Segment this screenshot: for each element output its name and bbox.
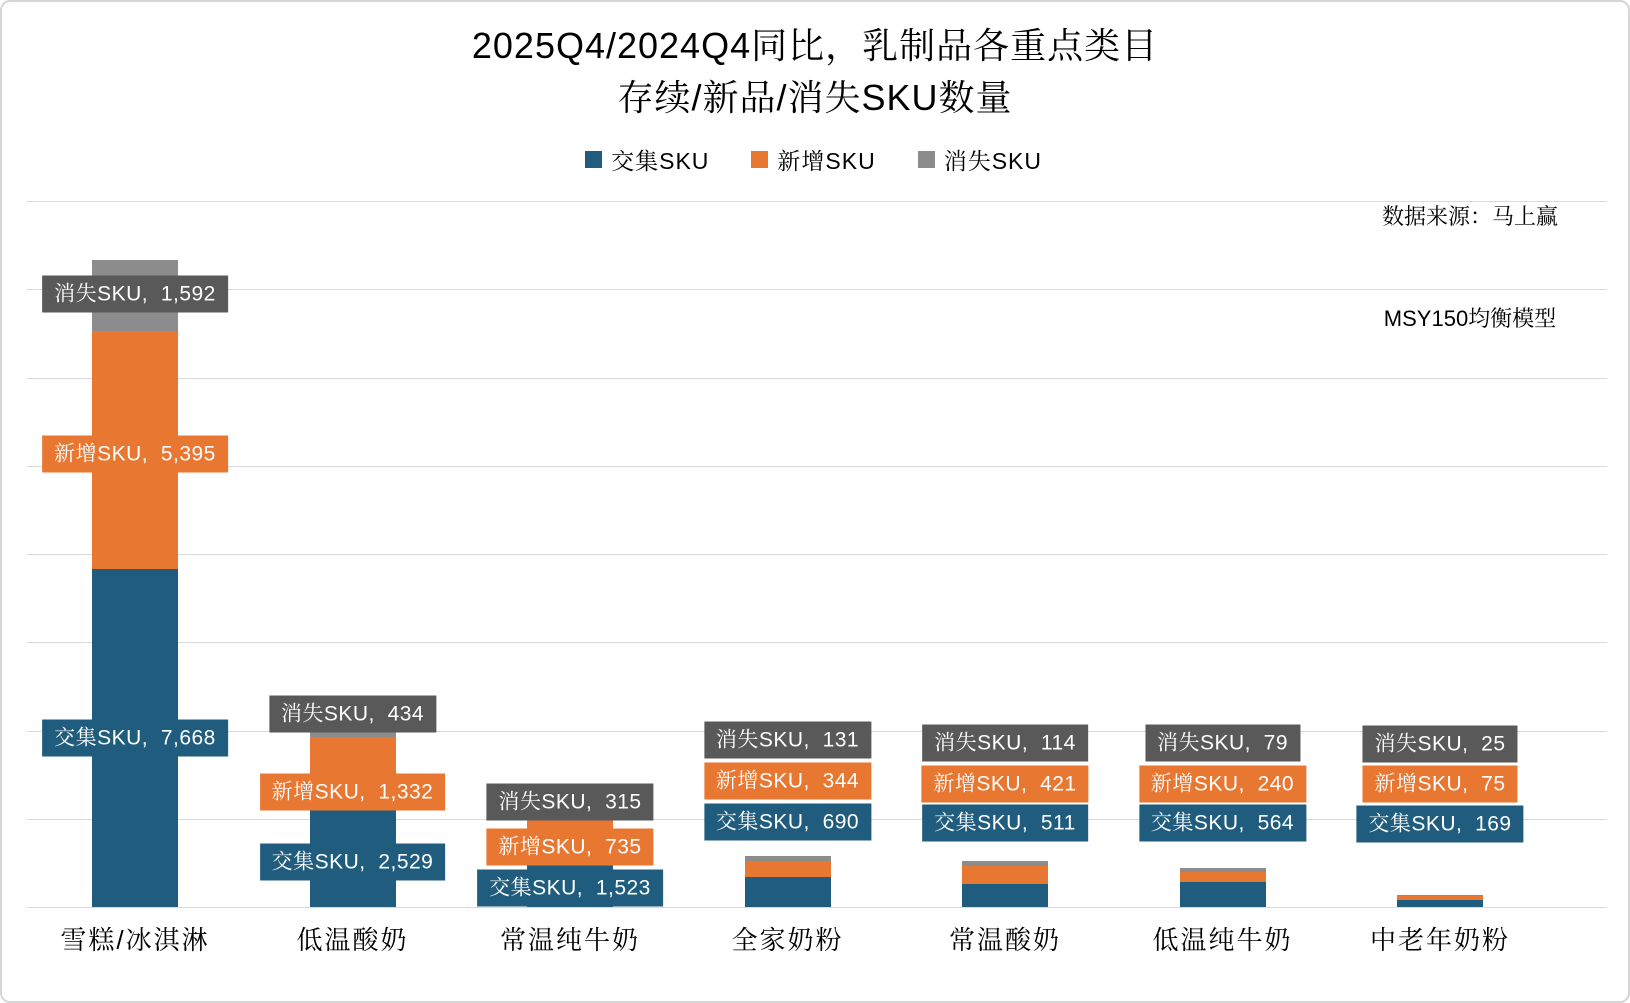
data-label-消失SKU: 消失SKU, 25: [1362, 726, 1517, 763]
plot-area: [2, 2, 1630, 1003]
bar-segment-消失SKU: [1180, 868, 1266, 871]
bar-segment-交集SKU: [1397, 900, 1483, 907]
data-label-交集SKU: 交集SKU, 169: [1356, 806, 1523, 843]
legend-label: 消失SKU: [943, 148, 1042, 174]
bar-segment-交集SKU: [962, 884, 1048, 907]
category-label: 雪糕/冰淇淋: [60, 925, 210, 955]
bar-segment-消失SKU: [962, 861, 1048, 866]
data-label-消失SKU: 消失SKU, 79: [1145, 725, 1300, 762]
data-label-消失SKU: 消失SKU, 1,592: [42, 276, 228, 313]
bar-segment-交集SKU: [745, 877, 831, 907]
data-label-新增SKU: 新增SKU, 240: [1139, 766, 1306, 803]
data-label-交集SKU: 交集SKU, 511: [922, 805, 1088, 842]
bar-segment-新增SKU: [962, 866, 1048, 885]
bar-segment-新增SKU: [1397, 896, 1483, 899]
data-label-新增SKU: 新增SKU, 5,395: [42, 436, 228, 473]
data-label-交集SKU: 交集SKU, 2,529: [260, 844, 446, 881]
data-label-交集SKU: 交集SKU, 564: [1139, 805, 1306, 842]
gridline: [27, 466, 1607, 467]
category-label: 全家奶粉: [731, 925, 844, 955]
data-label-交集SKU: 交集SKU, 690: [704, 804, 871, 841]
bar-segment-交集SKU: [1180, 882, 1266, 907]
data-label-消失SKU: 消失SKU, 434: [269, 696, 436, 733]
data-label-新增SKU: 新增SKU, 421: [921, 766, 1088, 803]
data-label-交集SKU: 交集SKU, 7,668: [42, 720, 228, 757]
bar-segment-消失SKU: [745, 856, 831, 862]
category-label: 常温酸奶: [948, 925, 1062, 955]
gridline: [27, 642, 1607, 643]
gridline: [27, 554, 1607, 555]
data-label-新增SKU: 新增SKU, 75: [1362, 766, 1517, 803]
bar-segment-新增SKU: [745, 861, 831, 876]
data-label-消失SKU: 消失SKU, 131: [704, 722, 871, 759]
data-label-消失SKU: 消失SKU, 114: [922, 725, 1088, 762]
category-label: 低温酸奶: [296, 925, 409, 955]
gridline: [27, 201, 1607, 202]
data-label-新增SKU: 新增SKU, 1,332: [260, 774, 446, 811]
data-label-交集SKU: 交集SKU, 1,523: [477, 870, 663, 907]
bar-segment-消失SKU: [1397, 895, 1483, 896]
data-source-line2: MSY150均衡模型: [1383, 306, 1557, 332]
legend-label: 交集SKU: [611, 148, 710, 174]
x-axis-line: [27, 907, 1607, 908]
category-label: 常温纯牛奶: [499, 925, 641, 955]
data-source-line1: 数据来源：马上赢: [1381, 204, 1558, 230]
category-label: 低温纯牛奶: [1152, 925, 1293, 955]
gridline: [27, 289, 1607, 290]
bar-segment-新增SKU: [1180, 872, 1266, 883]
chart-title-line1: 2025Q4/2024Q4同比，乳制品各重点类目: [471, 25, 1159, 66]
data-label-新增SKU: 新增SKU, 735: [486, 829, 653, 866]
legend-label: 新增SKU: [777, 148, 876, 174]
chart-title-line2: 存续/新品/消失SKU数量: [617, 77, 1013, 118]
data-label-消失SKU: 消失SKU, 315: [486, 784, 653, 821]
data-label-新增SKU: 新增SKU, 344: [704, 763, 871, 800]
gridline: [27, 378, 1607, 379]
category-label: 中老年奶粉: [1369, 925, 1511, 955]
